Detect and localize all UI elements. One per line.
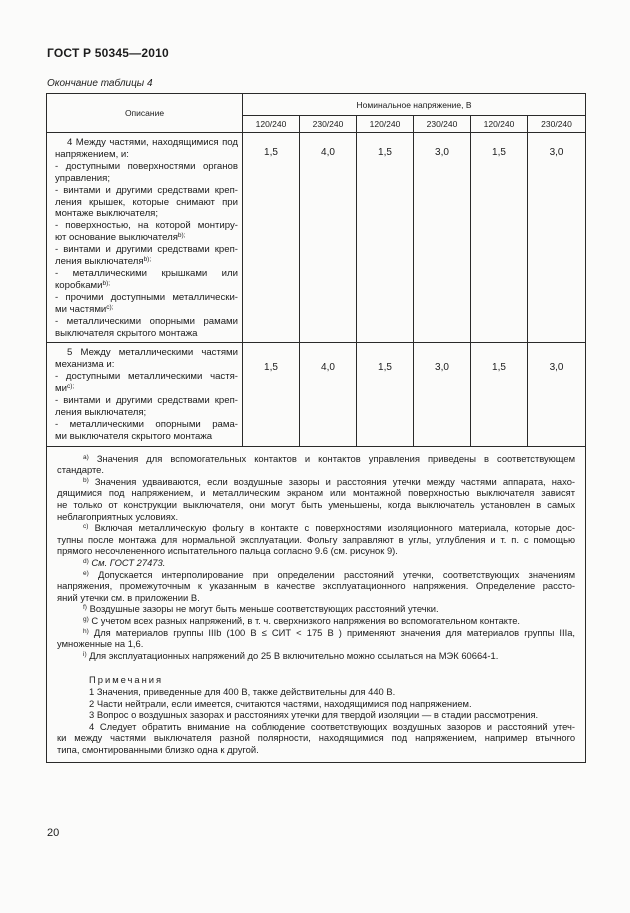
clearance-value: 4,0 <box>300 133 357 343</box>
note-item-4: 4 Следует обратить внимание на соблюдение соответствующих воздушных зазоров и расстояний утеч- ки между частями выключателя разной полярности, находящимися под напряжением, например втычного типа, смонтированными близко одна к другой. <box>57 720 576 755</box>
description-line: ления выключателя; <box>55 406 147 418</box>
description-line: ления крышек, которые снимают при <box>55 196 238 208</box>
voltage-group-header: Номинальное напряжение, В <box>243 94 586 116</box>
footnote-5: $^{f)}$ Воздушные зазоры не могут быть меньше соответствующих расстояний утечки. <box>83 603 439 615</box>
description-line: - доступными поверхностями органов <box>55 160 238 172</box>
clearance-value: 1,5 <box>471 343 528 446</box>
clearance-value: 4,0 <box>300 343 357 446</box>
note-item-2: 2 Части нейтрали, если имеется, считаются частями, находящимися под напряжением. <box>89 697 472 709</box>
description-line: ми выключателя скрытого монтажа <box>55 430 213 442</box>
clearance-value: 1,5 <box>357 133 414 343</box>
clearance-value: 1,5 <box>471 133 528 343</box>
footnote-mark: b); <box>102 279 111 287</box>
footnote-mark: c); <box>66 383 75 391</box>
footnote-8: $^{i)}$ Для эксплуатационных напряжений до 25 В включительно можно ссылаться на МЭК 60664-1. <box>83 649 499 661</box>
footnote-mark: g) <box>83 615 89 623</box>
voltage-header-2: 120/240 <box>357 116 414 133</box>
footnote-mark: d) <box>83 558 89 565</box>
description-line: - металлическими опорными рама- <box>55 418 238 430</box>
table-caption: Окончание таблицы 4 <box>47 78 153 89</box>
footnotes <box>57 453 575 662</box>
note-item-3: 3 Вопрос о воздушных зазорах и расстояниях утечки для твердой изоляции — в стадии рассмотрения. <box>89 709 539 721</box>
page-number: 20 <box>47 827 60 839</box>
clearance-value: 3,0 <box>528 343 586 446</box>
footnote-4: $^{e)}$ Допускается интерполирование при определении расстояний утечки, соответствующих значениям напряжения, промежуточным к указанным в качестве эксплуатационного напряжения. Определение рассто- яний утечки см. в приложении В. <box>57 568 576 603</box>
voltage-header-0: 120/240 <box>243 116 300 133</box>
voltage-header-3: 230/240 <box>414 116 471 133</box>
voltage-header-1: 230/240 <box>300 116 357 133</box>
voltage-header-4: 120/240 <box>471 116 528 133</box>
footnote-mark: a) <box>83 453 89 461</box>
description-header: Описание <box>47 94 243 133</box>
footnote-mark: c) <box>83 523 89 531</box>
description-line: ления выключателя$^{b);}$ <box>55 256 152 268</box>
description-line: - винтами и другими средствами креп- <box>55 184 238 196</box>
footnote-mark: e) <box>83 569 89 577</box>
description-line: - поверхностью, на которой монтиру- <box>55 220 238 232</box>
footnote-6: $^{g)}$ С учетом всех разных напряжений, в т. ч. сверхнизкого напряжения во вспомогательном контакте. <box>83 614 521 626</box>
description-line: - металлическими опорными рамами <box>55 315 238 327</box>
clearance-table <box>46 93 586 763</box>
description-line: управления; <box>55 172 110 184</box>
description-line: монтаже выключателя; <box>55 208 159 220</box>
description-line: 4 Между частями, находящимися под <box>67 137 238 148</box>
footnote-mark: b); <box>177 232 186 240</box>
description-line: $ми^{c);}$ <box>55 383 75 395</box>
description-line: - металлическими крышками или <box>55 267 238 279</box>
footnote-1: $^{b)}$ Значения удваиваются, если воздушные зазоры и расстояния утечки между частями аппарата, нахо- дящимися под напряжением, и металлическим экраном или монтажной поверхностью выключателя зависят не только от конструкции выключателя, они могут быть уменьшены, когда выключатель установлен в самых неблагоприятных условиях. <box>57 475 576 522</box>
description-line: ми частями$^{c);}$ <box>55 303 114 315</box>
clearance-value: 3,0 <box>414 133 471 343</box>
description-line: - доступными металлическими частя- <box>55 371 238 383</box>
footnote-mark: i) <box>83 650 87 658</box>
note-item-1: 1 Значения, приведенные для 400 В, также действительны для 440 В. <box>89 685 396 697</box>
clearance-value: 3,0 <box>414 343 471 446</box>
description-line: - винтами и другими средствами креп- <box>55 244 238 256</box>
description-line: 5 Между металлическими частями <box>67 347 238 359</box>
footnote-mark: c); <box>106 303 114 311</box>
footnote-mark: f) <box>83 604 87 612</box>
description-line: - прочими доступными металлически- <box>55 291 238 303</box>
footnote-mark: b); <box>143 256 152 264</box>
description-line: механизма и: <box>55 359 115 371</box>
footnotes-cell <box>47 446 586 762</box>
notes-list <box>57 686 575 756</box>
footnote-mark: h) <box>83 627 89 635</box>
footnote-2: $^{c)}$ Включая металлическую фольгу в контакте с поверхностями изоляционного материала, которые дос- тупны после монтажа для нормальной эксплуатации. Фольгу заправляют в углы, углубления и т. п. с помощью прямого несочлененного испытательного пальца согласно 9.6 (см. рисунок 9). <box>57 522 576 557</box>
voltage-header-5: 230/240 <box>528 116 586 133</box>
row-description <box>47 133 243 343</box>
footnote-7: $^{h)}$ Для материалов группы IIIb (100 В ≤ СИТ < 175 В ) применяют значения для материалов группы IIIa, умноженные на 1,6. <box>57 626 576 650</box>
clearance-value: 1,5 <box>243 133 300 343</box>
description-line: коробками$^{b);}$ <box>55 279 111 291</box>
clearance-value: 3,0 <box>528 133 586 343</box>
description-line: напряжением, и: <box>55 148 129 160</box>
footnote-mark: b) <box>83 476 89 484</box>
footnote-3: $^{d)}$ См. ГОСТ 27473. <box>83 557 166 568</box>
description-line: - винтами и другими средствами креп- <box>55 395 238 407</box>
description-line: выключателя скрытого монтажа <box>55 327 198 339</box>
footnote-0: $^{a)}$ Значения для вспомогательных контактов и контактов управления приведены в соответствующем стандарте. <box>57 452 576 476</box>
standard-title: ГОСТ Р 50345—2010 <box>47 46 169 60</box>
clearance-value: 1,5 <box>243 343 300 446</box>
clearance-value: 1,5 <box>357 343 414 446</box>
row-description <box>47 343 243 446</box>
description-line: ют основание выключателя$^{b);}$ <box>55 232 186 244</box>
notes-title: Примечания <box>89 674 164 686</box>
